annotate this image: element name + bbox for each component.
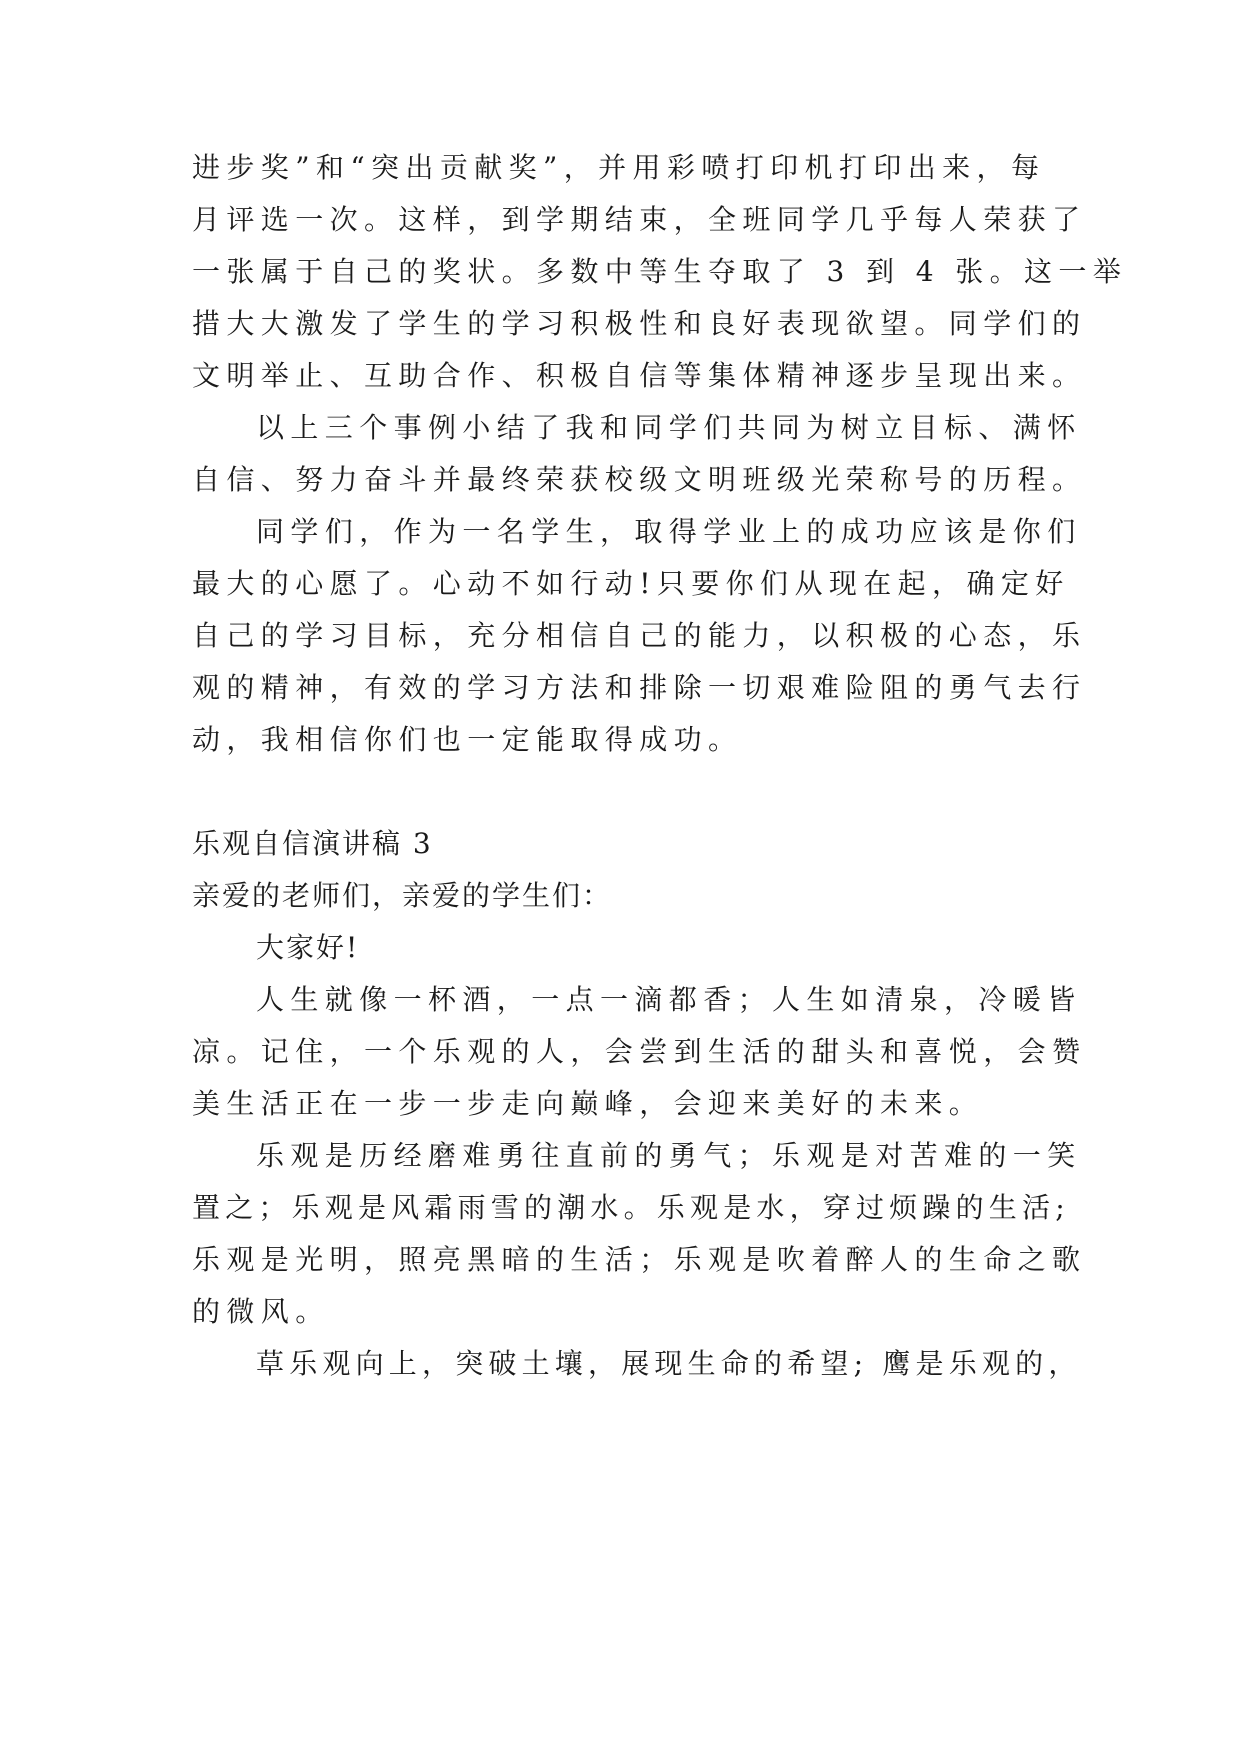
paragraph-line: 一张属于自己的奖状。多数中等生夺取了 3 到 4 张。这一举 (192, 255, 1128, 288)
paragraph-line: 凉。记住，一个乐观的人，会尝到生活的甜头和喜悦，会赞 (192, 1035, 1087, 1068)
paragraph-line: 自信、努力奋斗并最终荣获校级文明班级光荣称号的历程。 (192, 463, 1087, 496)
paragraph-line: 以上三个事例小结了我和同学们共同为树立目标、满怀 (256, 411, 1082, 444)
paragraph-line: 观的精神，有效的学习方法和排除一切艰难险阻的勇气去行 (192, 671, 1087, 704)
paragraph-line: 月评选一次。这样，到学期结束，全班同学几乎每人荣获了 (192, 203, 1087, 236)
paragraph-line: 自己的学习目标，充分相信自己的能力，以积极的心态，乐 (192, 619, 1087, 652)
paragraph-line: 草乐观向上，突破土壤，展现生命的希望; 鹰是乐观的， (256, 1347, 1082, 1380)
paragraph-line: 动，我相信你们也一定能取得成功。 (192, 723, 743, 756)
paragraph-line: 的微风。 (192, 1295, 330, 1328)
paragraph-line: 乐观是光明，照亮黑暗的生活；乐观是吹着醉人的生命之歌 (192, 1243, 1087, 1276)
paragraph-line: 美生活正在一步一步走向巅峰，会迎来美好的未来。 (192, 1087, 984, 1120)
paragraph-line: 同学们，作为一名学生，取得学业上的成功应该是你们 (256, 515, 1082, 548)
salutation: 亲爱的老师们，亲爱的学生们： (192, 879, 613, 912)
paragraph-line: 人生就像一杯酒，一点一滴都香；人生如清泉，冷暖皆 (256, 983, 1082, 1016)
paragraph-line: 文明举止、互助合作、积极自信等集体精神逐步呈现出来。 (192, 359, 1087, 392)
section-title: 乐观自信演讲稿 3 (192, 827, 433, 860)
paragraph-line: 置之；乐观是风霜雨雪的潮水。乐观是水，穿过烦躁的生活; (192, 1191, 1070, 1224)
greeting: 大家好! (256, 931, 360, 964)
paragraph-line: 最大的心愿了。心动不如行动!只要你们从现在起，确定好 (192, 567, 1070, 600)
paragraph-line: 乐观是历经磨难勇往直前的勇气；乐观是对苦难的一笑 (256, 1139, 1082, 1172)
paragraph-line: 进步奖”和“突出贡献奖”，并用彩喷打印机打印出来，每 (192, 151, 1046, 184)
paragraph-line: 措大大激发了学生的学习积极性和良好表现欲望。同学们的 (192, 307, 1087, 340)
